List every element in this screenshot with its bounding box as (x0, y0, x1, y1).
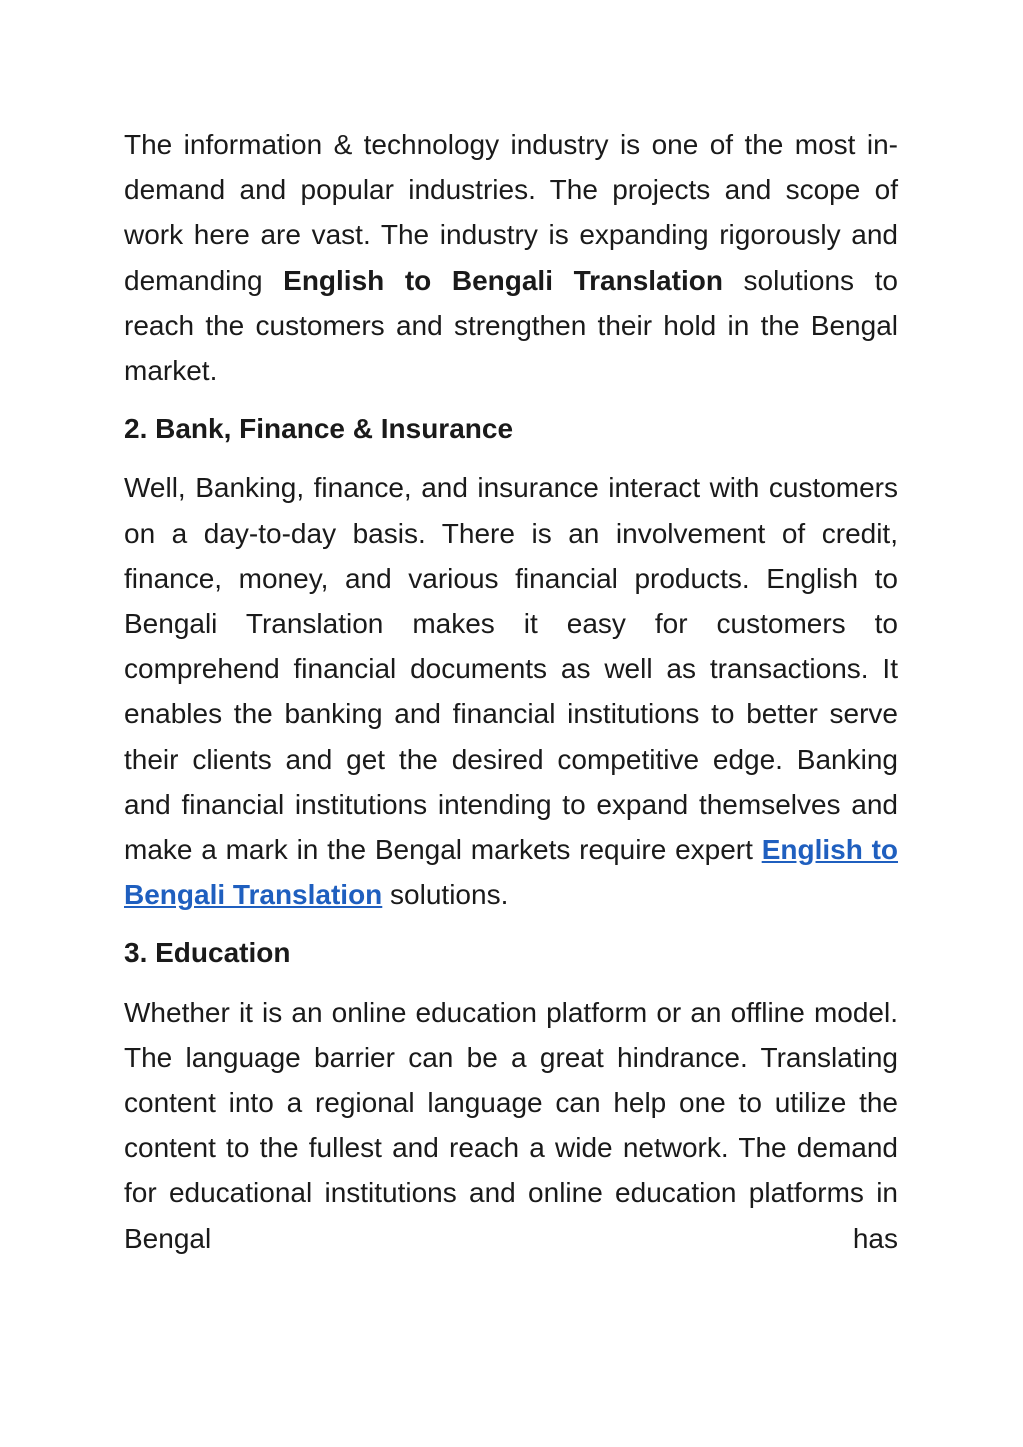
heading-bank-finance-insurance: 2. Bank, Finance & Insurance (124, 413, 514, 445)
bank-finance-paragraph (124, 465, 898, 917)
intro-text-start: The information & technology industry is one of the most in-demand and popular industries. The projects and scope of work here are vast. The industry is expanding rigorously and demanding (124, 129, 898, 296)
translation-link[interactable]: English to Bengali Translation (124, 834, 899, 911)
bank-finance-text-end: solutions. (382, 879, 509, 911)
heading-education: 3. Education (124, 937, 291, 969)
intro-text-end: solutions to reach the customers and strengthen their hold in the Bengal market. (124, 264, 898, 387)
bank-finance-text: Well, Banking, finance, and insurance interact with customers on a day-to-day basis. There is an involvement of credit, finance, money, and various financial products. English to Bengali Translation makes it easy for customers to comprehend financial documents as well as transactions. It enables the banking and financial institutions to better serve their clients and get the desired competitive edge. Banking and financial institutions intending to expand themselves and make a mark in the Bengal markets require expert (124, 472, 898, 866)
education-paragraph: Whether it is an online education platform or an offline model. The language barrier can be a great hindrance. Translating content into a regional language can help one to utilize the content to the fullest and reach a wide network. The demand for educational institutions and online education platforms in Bengal has (124, 996, 898, 1254)
document-page (124, 122, 898, 1261)
intro-paragraph (124, 122, 898, 393)
bold-service-name: English to Bengali Translation (283, 264, 723, 296)
